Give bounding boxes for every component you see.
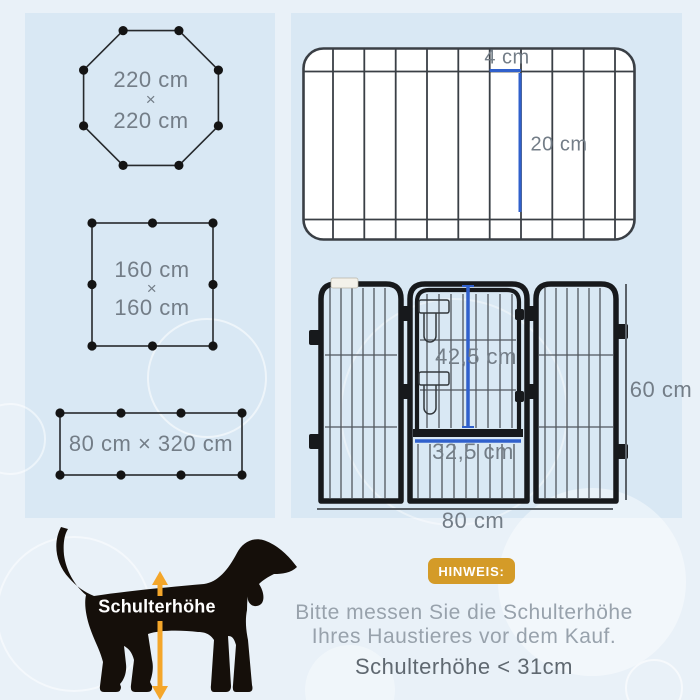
notice-badge-text: HINWEIS: [438,563,505,579]
fence-bar-height-label: 20 cm [530,133,588,156]
square-dimension-line2: 160 cm [114,295,190,320]
octagon-dimension-times: × [145,90,157,109]
square-dimension-line1: 160 cm [114,257,190,282]
playpen-diagram [309,278,628,509]
door-width-label: 32,5 cm [432,439,514,464]
octagon-dimension-line1: 220 cm [113,67,189,92]
square-dimension-times: × [146,279,158,298]
strip-dimension-label: 80 cm × 320 cm [68,431,234,456]
panel-width-label: 80 cm [441,508,505,533]
panel-height-label: 60 cm [629,377,693,402]
shoulder-height-label: Schulterhöhe [98,596,216,617]
fence-gap-label: 4 cm [484,46,530,69]
notice-line2: Ihres Haustieres vor dem Kauf. [311,625,617,648]
brand-tag [331,278,358,288]
door-height-label: 42,5 cm [435,344,517,369]
notice-badge [428,558,515,584]
notice-line1: Bitte messen Sie die Schulterhöhe [295,601,633,624]
notice-line3: Schulterhöhe < 31cm [354,654,574,679]
octagon-dimension-line2: 220 cm [113,108,189,133]
